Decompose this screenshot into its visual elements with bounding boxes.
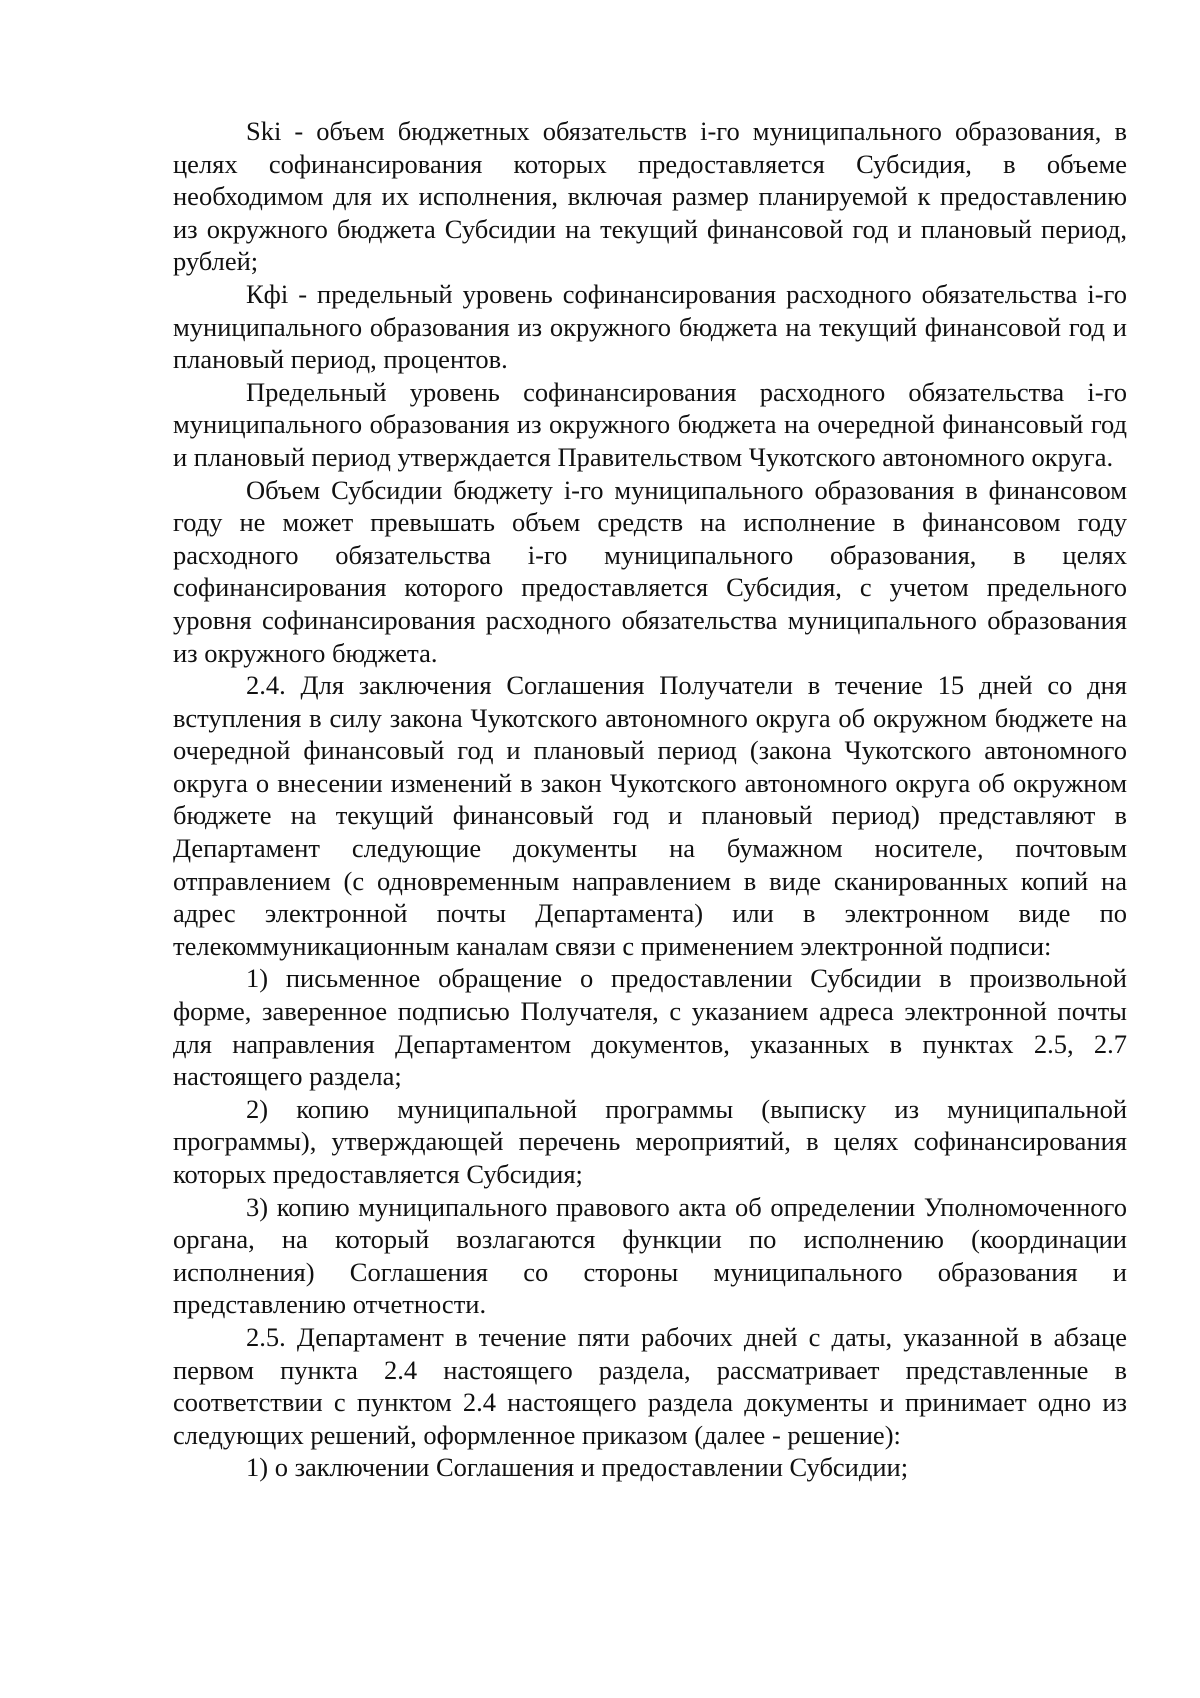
list-item-2-5-1: 1) о заключении Соглашения и предоставлении Субсидии; xyxy=(246,1452,909,1483)
document-body xyxy=(173,115,1127,1484)
paragraph-subsidy-volume: Объем Субсидии бюджету i-го муниципального образования в финансовом году не может превышать объем средств на исполнение в финансовом году расходного обязательства i-го муниципального образования, в целях софинансирования которого предоставляется Субсидия, с учетом предельного уровня софинансирования расходного обязательства муниципального образования из окружного бюджета. xyxy=(173,474,1127,668)
list-item-2-4-3: 3) копию муниципального правового акта об определении Уполномоченного органа, на который возлагаются функции по исполнению (координации исполнения) Соглашения со стороны муниципального образования и представлению отчетности. xyxy=(173,1191,1127,1320)
list-item-2-4-2: 2) копию муниципальной программы (выписку из муниципальной программы), утверждающей перечень мероприятий, в целях софинансирования которых предоставляется Субсидия; xyxy=(173,1093,1127,1189)
list-item-2-4-1: 1) письменное обращение о предоставлении Субсидии в произвольной форме, заверенное подписью Получателя, с указанием адреса электронной почты для направления Департаментом документов, указанных в пунктах 2.5, 2.7 настоящего раздела; xyxy=(173,963,1127,1092)
paragraph-2-5: 2.5. Департамент в течение пяти рабочих дней с даты, указанной в абзаце первом пункта 2.4 настоящего раздела, рассматривает представленные в соответствии с пунктом 2.4 настоящего раздела документы и принимает одно из следующих решений, оформленное приказом (далее - решение): xyxy=(173,1321,1127,1450)
paragraph-cofinancing-limit: Предельный уровень софинансирования расходного обязательства i-го муниципального образования из окружного бюджета на очередной финансовый год и плановый период утверждается Правительством Чукотского автономного округа. xyxy=(173,376,1127,472)
paragraph-kfi-definition: Кфi - предельный уровень софинансирования расходного обязательства i-го муниципального образования из окружного бюджета на текущий финансовой год и плановый период, процентов. xyxy=(173,278,1127,375)
paragraph-2-4: 2.4. Для заключения Соглашения Получатели в течение 15 дней со дня вступления в силу закона Чукотского автономного округа об окружном бюджете на очередной финансовый год и плановый период (закона Чукотского автономного округа о внесении изменений в закон Чукотского автономного округа об окружном бюджете на текущий финансовый год и плановый период) представляют в Департамент следующие документы на бумажном носителе, почтовым отправлением (с одновременным направлением в виде сканированных копий на адрес электронной почты Департамента) или в электронном виде по телекоммуникационным каналам связи с применением электронной подписи: xyxy=(173,670,1127,961)
paragraph-ski-definition: Ski - объем бюджетных обязательств i-го муниципального образования, в целях софинансирования которых предоставляется Субсидия, в объеме необходимом для их исполнения, включая размер планируемой к предоставлению из окружного бюджета Субсидии на текущий финансовой год и плановый период, рублей; xyxy=(173,116,1127,277)
